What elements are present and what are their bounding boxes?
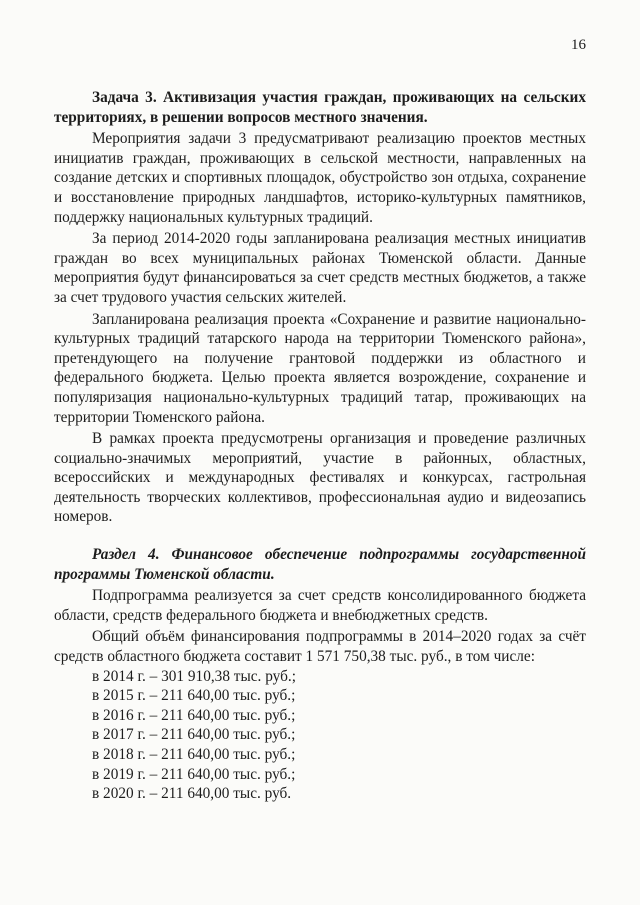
page-content (54, 88, 586, 804)
section4-paragraph-1: Подпрограмма реализуется за счет средств консолидированного бюджета области, средств федерального бюджета и внебюджетных средств. (54, 587, 586, 624)
task3-paragraph-3: Запланирована реализация проекта «Сохранение и развитие национально-культурных традиций татарского народа на территории Тюменского района», претендующего на получение грантовой поддержки из областного и федерального бюджета. Целью проекта является возрождение, сохранение и популяризация национально-культурных традиций татар, проживающих на территории Тюменского района. (54, 310, 586, 426)
funding-item-2020: в 2020 г. – 211 640,00 тыс. руб. (92, 785, 292, 803)
task3-paragraph-4: В рамках проекта предусмотрены организация и проведение различных социально-значимых мероприятий, участие в районных, областных, всероссийских и международных фестивалях и конкурсах, гастрольная деятельность творческих коллективов, профессиональная аудио и видеозапись номеров. (54, 430, 586, 526)
funding-list (54, 667, 586, 804)
funding-item-2019: в 2019 г. – 211 640,00 тыс. руб.; (92, 765, 296, 783)
section4-paragraph-2: Общий объём финансирования подпрограммы в 2014–2020 годах за счёт средств областного бюджета составит 1 571 750,38 тыс. руб., в том числе: (54, 628, 586, 666)
task3-paragraph-2: За период 2014-2020 годы запланирована реализация местных инициатив граждан во всех муниципальных районах Тюменской области. Данные мероприятия будут финансироваться за счет средств местных бюджетов, а также за счет трудового участия сельских жителей. (54, 230, 586, 306)
funding-item-2017: в 2017 г. – 211 640,00 тыс. руб.; (92, 726, 296, 744)
task3-heading: Задача 3. Активизация участия граждан, проживающих на сельских территориях, в решении вопросов местного значения. (54, 89, 586, 126)
funding-item-2015: в 2015 г. – 211 640,00 тыс. руб.; (92, 687, 296, 705)
task3-paragraph-1: Мероприятия задачи 3 предусматривают реализацию проектов местных инициатив граждан, проживающих в сельской местности, направленных на создание детских и спортивных площадок, обустройство зон отдыха, сохранение и восстановление природных ландшафтов, историко-культурных памятников, поддержку национальных культурных традиций. (54, 130, 586, 226)
funding-item-2018: в 2018 г. – 211 640,00 тыс. руб.; (92, 746, 296, 763)
section4-heading: Раздел 4. Финансовое обеспечение подпрограммы государственной программы Тюменской области. (54, 546, 586, 583)
page-number: 16 (571, 37, 586, 53)
funding-item-2014: в 2014 г. – 301 910,38 тыс. руб.; (92, 667, 296, 685)
funding-item-2016: в 2016 г. – 211 640,00 тыс. руб.; (92, 706, 296, 724)
